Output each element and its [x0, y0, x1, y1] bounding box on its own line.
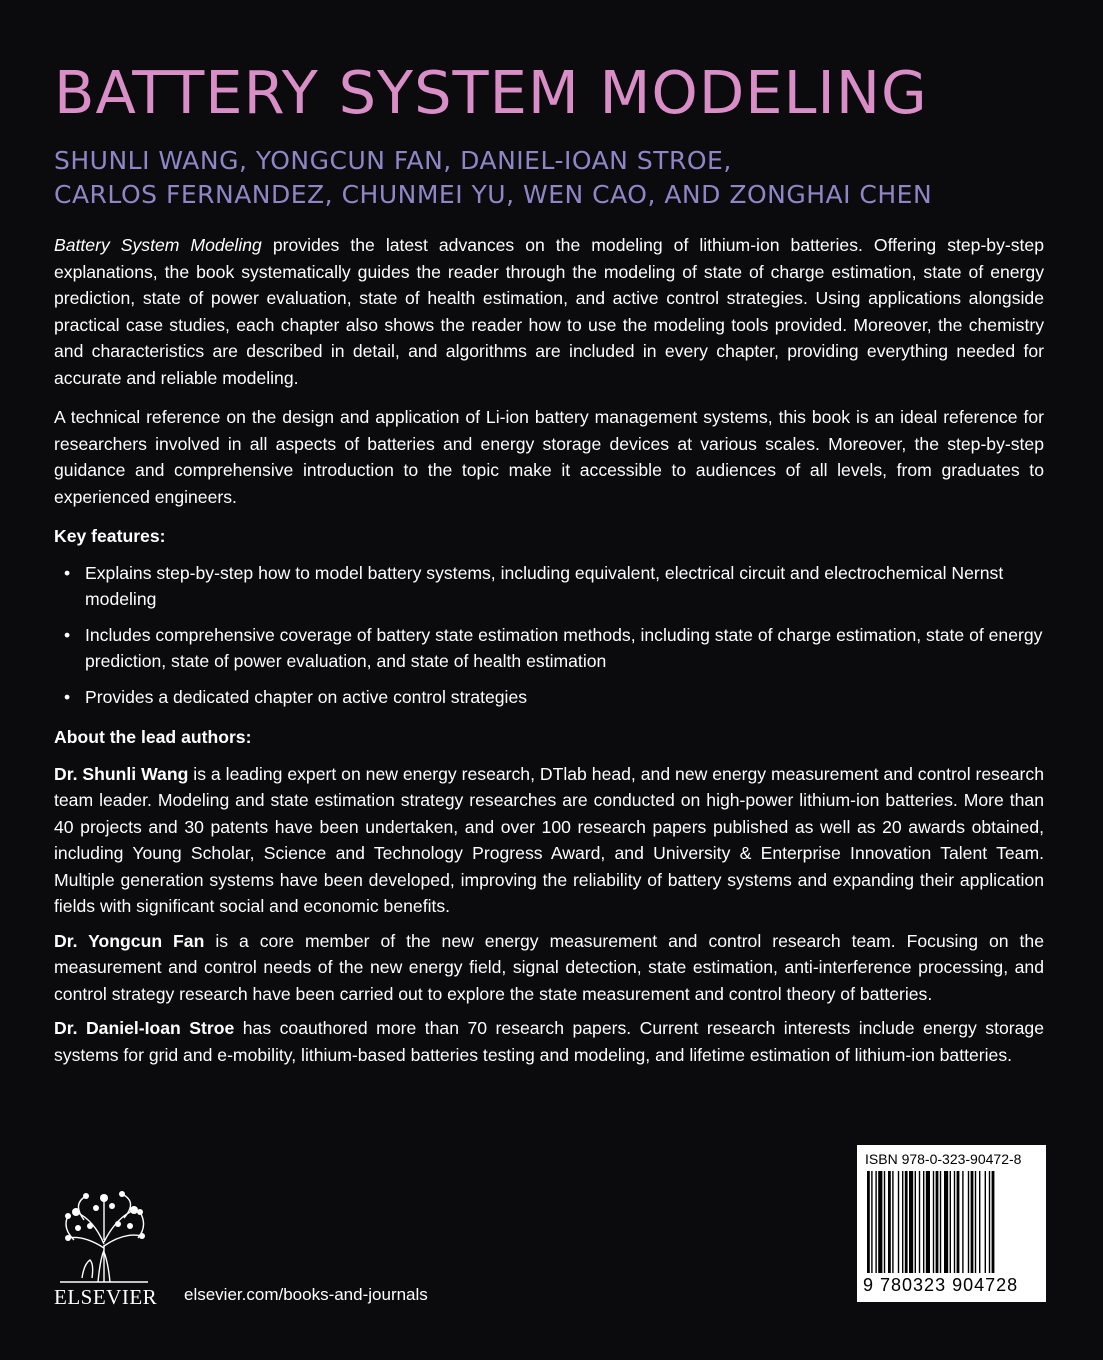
- description-paragraph-1: [54, 232, 1044, 391]
- bullet-icon: •: [64, 562, 71, 583]
- key-features-list: [54, 560, 1044, 711]
- key-feature-item: [54, 622, 1044, 675]
- barcode-bars-icon: [867, 1171, 1037, 1273]
- key-feature-item: [54, 560, 1044, 613]
- key-feature-text: Includes comprehensive coverage of battery state estimation methods, including state of charge estimation, state of energy prediction, state of power evaluation, and state of health estimation: [85, 624, 1043, 671]
- book-title: BATTERY SYSTEM MODELING: [54, 58, 928, 127]
- publisher-name: ELSEVIER: [54, 1285, 158, 1309]
- author-bio-name: Dr. Daniel-Ioan Stroe: [54, 1018, 235, 1038]
- barcode: [857, 1145, 1046, 1302]
- description-paragraph-2: A technical reference on the design and application of Li-ion battery management systems, this book is an ideal reference for researchers involved in all aspects of batteries and energy storage devices at various scales. Moreover, the step-by-step guidance and comprehensive introduction to the topic make it accessible to audiences of all levels, from graduates to experienced engineers.: [54, 407, 1044, 507]
- key-feature-text: Explains step-by-step how to model battery systems, including equivalent, electrical circuit and electrochemical Nernst modeling: [85, 562, 1004, 609]
- about-authors-heading: About the lead authors:: [54, 727, 252, 747]
- back-cover-text: [54, 232, 1044, 1076]
- description-paragraph-1-text: provides the latest advances on the modeling of lithium-ion batteries. Offering step-by-step explanations, the book systematically guides the reader through the modeling of state of charge estimation, state of energy prediction, state of power evaluation, state of health estimation, and active control strategies. Using applications alongside practical case studies, each chapter also shows the reader how to use the modeling tools provided. Moreover, the chemistry and characteristics are described in detail, and algorithms are included in every chapter, providing everything needed for accurate and reliable modeling.: [54, 235, 1044, 388]
- author-list: [54, 144, 1054, 212]
- author-bio: [54, 928, 1044, 1008]
- authors-line-2: CARLOS FERNANDEZ, CHUNMEI YU, WEN CAO, AND ZONGHAI CHEN: [54, 180, 933, 209]
- isbn-label: ISBN 978-0-323-90472-8: [865, 1151, 1022, 1167]
- author-bio: [54, 761, 1044, 920]
- key-features-heading: Key features:: [54, 526, 166, 546]
- book-title-italic: Battery System Modeling: [54, 235, 262, 255]
- barcode-number: 9 780323 904728: [863, 1275, 1019, 1295]
- author-bio-text: is a leading expert on new energy research, DTlab head, and new energy measurement and control research team leader. Modeling and state estimation strategy researches are conducted on high-power lithium-ion batteries. More than 40 projects and 30 patents have been undertaken, and over 100 research papers published as well as 20 awards obtained, including Young Scholar, Science and Technology Progress Award, and University & Enterprise Innovation Talent Team. Multiple generation systems have been developed, improving the reliability of battery systems and expanding their application fields with significant social and economic benefits.: [54, 763, 1044, 916]
- author-bio-name: Dr. Shunli Wang: [54, 763, 189, 784]
- author-bio-text: has coauthored more than 70 research papers. Current research interests include energy storage systems for grid and e-mobility, lithium-based batteries testing and modeling, and lifetime estimation of lithium-ion batteries.: [54, 1018, 1044, 1065]
- key-feature-item: [54, 684, 1044, 711]
- bullet-icon: •: [64, 686, 71, 707]
- authors-line-1: SHUNLI WANG, YONGCUN FAN, DANIEL-IOAN STROE,: [54, 146, 732, 175]
- author-bio-name: Dr. Yongcun Fan: [54, 930, 205, 951]
- author-bio-text: is a core member of the new energy measurement and control research team. Focusing on the measurement and control needs of the new energy field, signal detection, state estimation, anti-interference processing, and control strategy research have been carried out to explore the state measurement and control theory of batteries.: [54, 930, 1045, 1004]
- author-bio: [54, 1015, 1044, 1068]
- key-feature-text: Provides a dedicated chapter on active control strategies: [85, 686, 528, 707]
- publisher-website-link[interactable]: elsevier.com/books-and-journals: [184, 1285, 428, 1304]
- elsevier-tree-logo-icon: [54, 1190, 154, 1285]
- bullet-icon: •: [64, 624, 71, 645]
